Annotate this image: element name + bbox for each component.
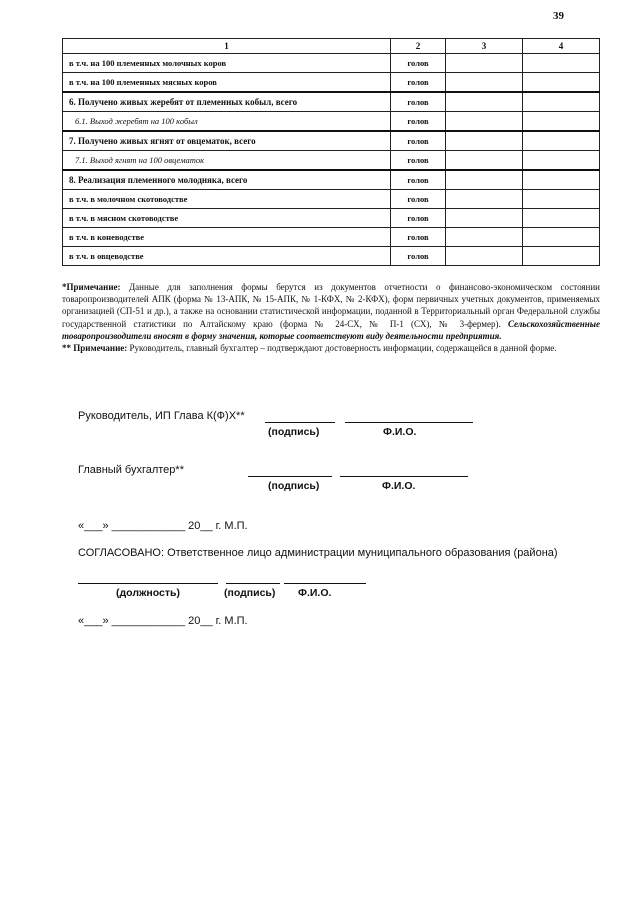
- row-unit: голов: [391, 170, 446, 190]
- table-row: [63, 228, 600, 247]
- row-label: 6.1. Выход жеребят на 100 кобыл: [63, 112, 391, 132]
- header-col-4: 4: [523, 39, 600, 54]
- row-unit: голов: [391, 54, 446, 73]
- header-col-1: 1: [63, 39, 391, 54]
- agreed-name-line[interactable]: [284, 583, 366, 584]
- value-cell[interactable]: [523, 247, 600, 266]
- value-cell[interactable]: [446, 190, 523, 209]
- row-label: в т.ч. на 100 племенных молочных коров: [63, 54, 391, 73]
- header-col-2: 2: [391, 39, 446, 54]
- date-line-1: «___» ____________ 20__ г. М.П.: [78, 520, 248, 532]
- row-label: в т.ч. в коневодстве: [63, 228, 391, 247]
- value-cell[interactable]: [446, 170, 523, 190]
- note-2-label: ** Примечание:: [62, 343, 128, 354]
- note-1-italic: Сельскохозяйственные товаропроизводители вносят в форму значения, которые соответствуют виду деятельности предприятия.: [62, 318, 600, 341]
- head-sign-caption: (подпись): [268, 426, 320, 438]
- value-cell[interactable]: [523, 209, 600, 228]
- row-label: в т.ч. на 100 племенных мясных коров: [63, 73, 391, 93]
- position-caption: (должность): [116, 587, 180, 599]
- accountant-name-caption: Ф.И.О.: [382, 480, 416, 492]
- value-cell[interactable]: [523, 190, 600, 209]
- table-row: [63, 170, 600, 190]
- page-number: 39: [553, 10, 564, 22]
- accountant-sign-caption: (подпись): [268, 480, 320, 492]
- note-1: [62, 281, 600, 342]
- row-unit: голов: [391, 247, 446, 266]
- row-label: 7. Получено живых ягнят от овцематок, всего: [63, 131, 391, 151]
- notes-block: [62, 281, 600, 354]
- value-cell[interactable]: [446, 228, 523, 247]
- row-label: в т.ч. в мясном скотоводстве: [63, 209, 391, 228]
- row-label: 8. Реализация племенного молодняка, всего: [63, 170, 391, 190]
- note-2-text: Руководитель, главный бухгалтер – подтверждают достоверность информации, содержащейся в данной форме.: [127, 343, 557, 354]
- value-cell[interactable]: [446, 73, 523, 93]
- row-unit: голов: [391, 209, 446, 228]
- table-row: [63, 209, 600, 228]
- agreed-name-caption: Ф.И.О.: [298, 587, 332, 599]
- accountant-name-line[interactable]: [340, 476, 468, 477]
- row-unit: голов: [391, 112, 446, 132]
- row-label: в т.ч. в молочном скотоводстве: [63, 190, 391, 209]
- value-cell[interactable]: [446, 247, 523, 266]
- table-header-row: [63, 39, 600, 54]
- row-unit: голов: [391, 131, 446, 151]
- row-label: в т.ч. в овцеводстве: [63, 247, 391, 266]
- row-unit: голов: [391, 190, 446, 209]
- header-col-3: 3: [446, 39, 523, 54]
- table-row: [63, 54, 600, 73]
- value-cell[interactable]: [523, 54, 600, 73]
- livestock-form-table: [62, 38, 600, 266]
- row-label: 7.1. Выход ягнят на 100 овцематок: [63, 151, 391, 171]
- head-sign-line[interactable]: [265, 422, 335, 423]
- table-row: [63, 112, 600, 132]
- value-cell[interactable]: [523, 112, 600, 132]
- row-unit: голов: [391, 228, 446, 247]
- value-cell[interactable]: [446, 92, 523, 112]
- value-cell[interactable]: [446, 112, 523, 132]
- value-cell[interactable]: [523, 73, 600, 93]
- table-row: [63, 151, 600, 171]
- value-cell[interactable]: [523, 131, 600, 151]
- value-cell[interactable]: [446, 131, 523, 151]
- agreed-sign-caption: (подпись): [224, 587, 276, 599]
- row-unit: голов: [391, 92, 446, 112]
- table-row: [63, 92, 600, 112]
- table-row: [63, 247, 600, 266]
- value-cell[interactable]: [446, 54, 523, 73]
- row-unit: голов: [391, 151, 446, 171]
- agreed-sign-line[interactable]: [226, 583, 280, 584]
- accountant-signature-label: Главный бухгалтер**: [78, 464, 184, 476]
- date-line-2: «___» ____________ 20__ г. М.П.: [78, 615, 248, 627]
- note-1-label: *Примечание:: [62, 282, 121, 292]
- agreed-heading: СОГЛАСОВАНО: Ответственное лицо администрации муниципального образования (района): [78, 547, 558, 559]
- table-row: [63, 131, 600, 151]
- position-line[interactable]: [78, 583, 218, 584]
- table-row: [63, 73, 600, 93]
- head-name-line[interactable]: [345, 422, 473, 423]
- table-row: [63, 190, 600, 209]
- value-cell[interactable]: [446, 151, 523, 171]
- value-cell[interactable]: [523, 170, 600, 190]
- head-name-caption: Ф.И.О.: [383, 426, 417, 438]
- row-label: 6. Получено живых жеребят от племенных кобыл, всего: [63, 92, 391, 112]
- note-1-text: Данные для заполнения формы берутся из документов отчетности о финансово-экономическом состоянии товаропроизводителей АПК (форма № 13-АПК, № 15-АПК, № 1-КФХ, № 2-КФХ), форм первичных учетных документов, применяемых организацией (СП-51 и др.), а также на основании статистической информации, поданной в Территориальный орган Федеральной службы государственной статистики по Алтайскому краю (форма № 24-СХ, № П-1 (СХ), № 3-фермер).: [62, 282, 600, 329]
- note-2: [62, 342, 600, 354]
- value-cell[interactable]: [523, 228, 600, 247]
- value-cell[interactable]: [523, 92, 600, 112]
- row-unit: голов: [391, 73, 446, 93]
- value-cell[interactable]: [446, 209, 523, 228]
- head-signature-label: Руководитель, ИП Глава К(Ф)Х**: [78, 410, 245, 422]
- value-cell[interactable]: [523, 151, 600, 171]
- accountant-sign-line[interactable]: [248, 476, 332, 477]
